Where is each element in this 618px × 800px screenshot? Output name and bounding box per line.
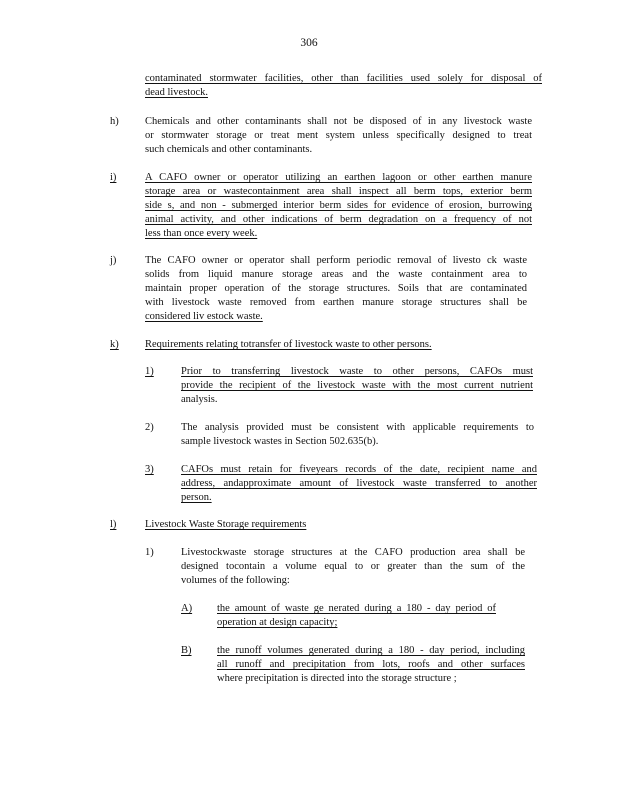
text-line: such chemicals and other contaminants. — [145, 144, 313, 155]
text-line: the runoff volumes generated during a 180 - day period, including — [217, 645, 525, 656]
item-label-k2: 2) — [145, 422, 154, 433]
item-label-i: i) — [110, 172, 117, 183]
text-line: address, andapproximate amount of livestock waste transferred to another — [181, 478, 537, 489]
item-label-l: l) — [110, 519, 117, 530]
text-line: solids from liquid manure storage areas and the waste containment area to — [145, 269, 527, 280]
text-line: person. — [181, 492, 212, 503]
continued-paragraph — [145, 72, 542, 100]
text-line: operation at design capacity; — [217, 617, 338, 628]
text-line: with livestock waste removed from earthen manure storage structures shall be — [145, 297, 527, 308]
text-line: the amount of waste ge nerated during a 180 - day period of — [217, 603, 496, 614]
text-line: considered liv estock waste. — [145, 311, 263, 322]
paragraph-i — [145, 171, 532, 241]
text-line: or stormwater storage or treat ment system unless specifically designed to treat — [145, 130, 532, 141]
text-line: dead livestock. — [145, 87, 208, 98]
text-line: less than once every week. — [145, 228, 258, 239]
item-label-k: k) — [110, 339, 119, 350]
text-line: animal activity, and other indications of berm degradation on a frequency of not — [145, 214, 532, 225]
item-label-k3: 3) — [145, 464, 154, 475]
text-line: side s, and non - submerged interior berm sides for evidence of erosion, burrowing — [145, 200, 532, 211]
text-line: maintain proper operation of the storage structures. Soils that are contaminated — [145, 283, 527, 294]
text-line: The CAFO owner or operator shall perform periodic removal of livesto ck waste — [145, 255, 527, 266]
heading-k — [145, 338, 432, 352]
paragraph-h — [145, 115, 532, 157]
text-line: all runoff and precipitation from lots, roofs and other surfaces — [217, 659, 525, 670]
text-line: analysis. — [181, 394, 218, 405]
text-line: Chemicals and other contaminants shall not be disposed of in any livestock waste — [145, 116, 532, 127]
text-line: volumes of the following: — [181, 575, 290, 586]
text-line: provide the recipient of the livestock waste with the most current nutrient — [181, 380, 533, 391]
text-line: Prior to transferring livestock waste to other persons, CAFOs must — [181, 366, 533, 377]
page-number: 306 — [300, 37, 318, 49]
paragraph-lA — [217, 602, 496, 630]
item-label-lB: B) — [181, 645, 192, 656]
text-line: A CAFO owner or operator utilizing an earthen lagoon or other earthen manure — [145, 172, 532, 183]
text-line: The analysis provided must be consistent with applicable requirements to — [181, 422, 534, 433]
text-line: storage area or wastecontainment area shall inspect all berm tops, exterior berm — [145, 186, 532, 197]
item-label-l1: 1) — [145, 547, 154, 558]
text-line: Livestockwaste storage structures at the CAFO production area shall be — [181, 547, 525, 558]
text-line: sample livestock wastes in Section 502.635(b). — [181, 436, 379, 447]
item-label-h: h) — [110, 116, 119, 127]
item-label-k1: 1) — [145, 366, 154, 377]
item-label-j: j) — [110, 255, 117, 266]
text-line: where precipitation is directed into the storage structure ; — [217, 673, 457, 684]
paragraph-lB — [217, 644, 525, 686]
paragraph-k3 — [181, 463, 537, 505]
heading-l — [145, 518, 306, 532]
section-heading: Livestock Waste Storage requirements — [145, 519, 307, 530]
section-heading: Requirements relating totransfer of livestock waste to other persons. — [145, 339, 432, 350]
paragraph-j — [145, 254, 527, 324]
text-line: designed tocontain a volume equal to or greater than the sum of the — [181, 561, 525, 572]
paragraph-k2 — [181, 421, 534, 449]
text-line: CAFOs must retain for fiveyears records of the date, recipient name and — [181, 464, 537, 475]
paragraph-k1 — [181, 365, 533, 407]
paragraph-l1 — [181, 546, 525, 588]
item-label-lA: A) — [181, 603, 193, 614]
text-line: contaminated stormwater facilities, other than facilities used solely for disposal of — [145, 73, 542, 84]
